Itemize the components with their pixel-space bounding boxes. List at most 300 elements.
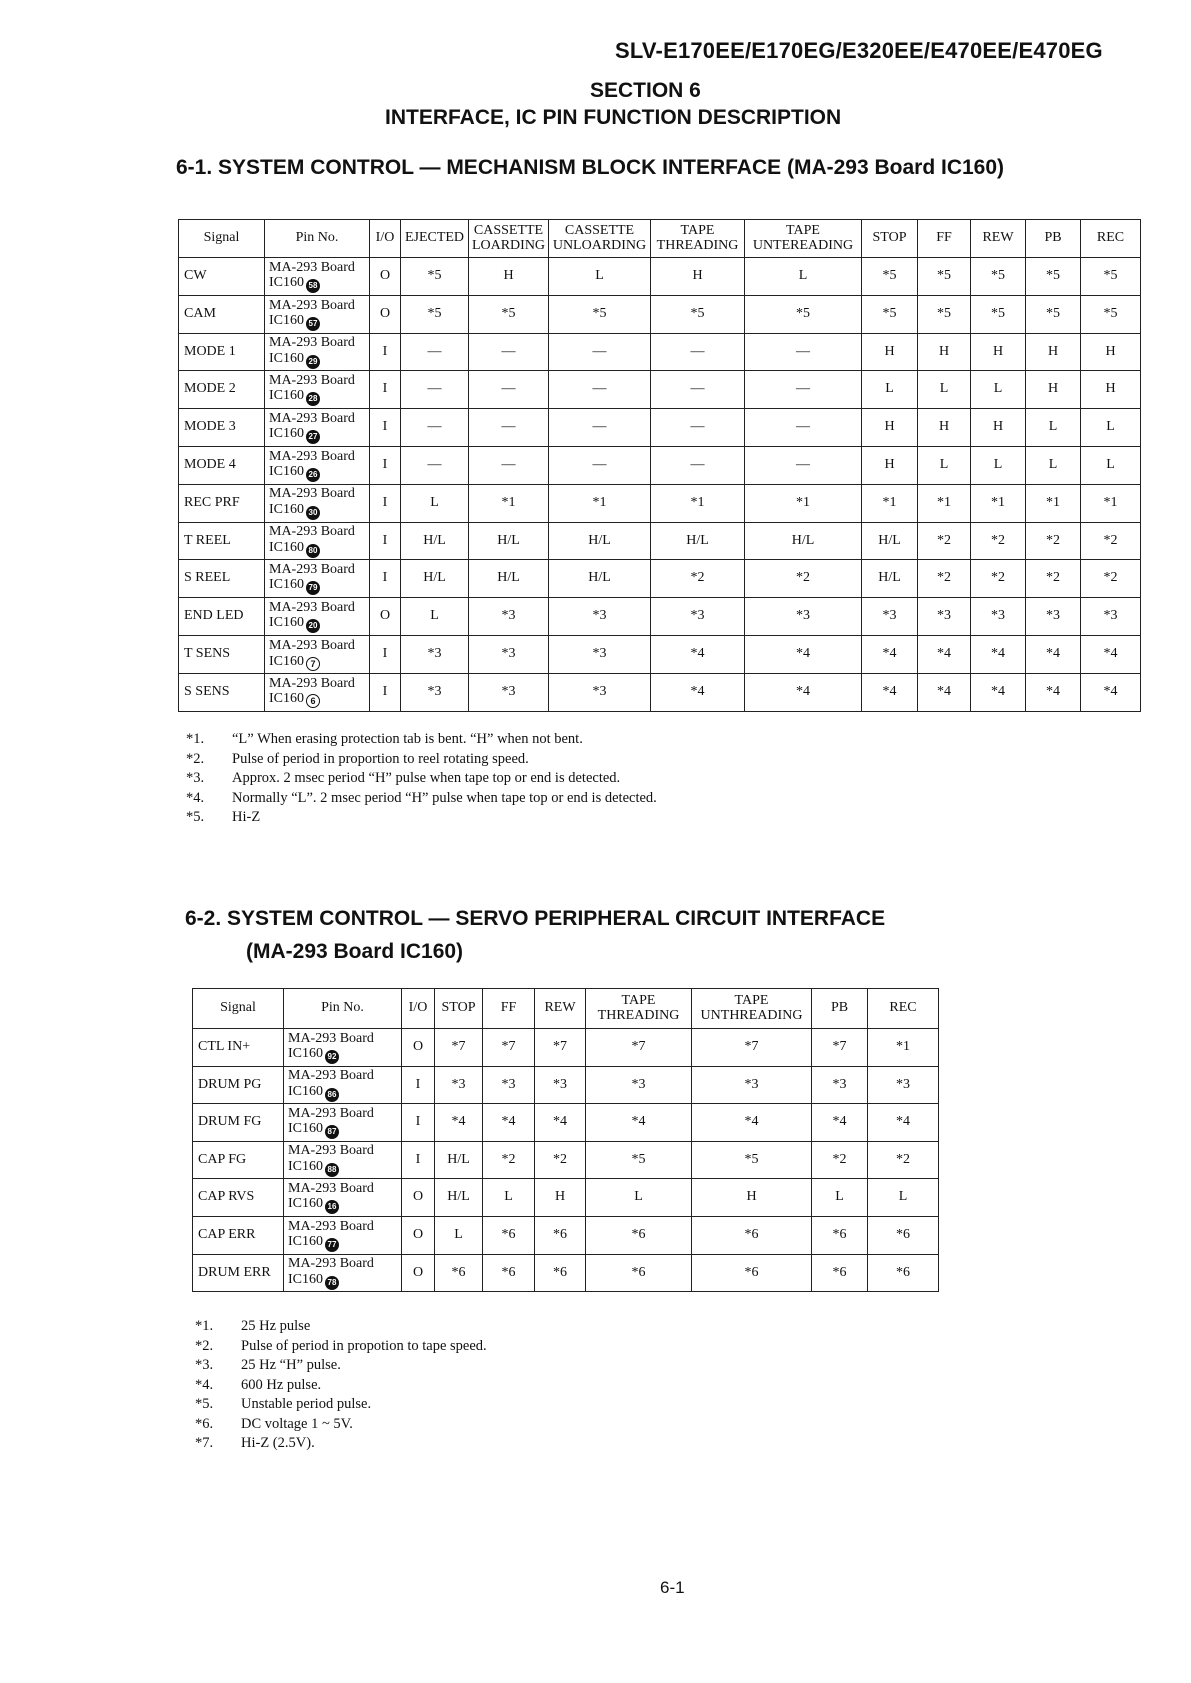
value-cell: *6 [586, 1216, 692, 1254]
pin-number-badge: 78 [325, 1276, 339, 1290]
value-cell: — [549, 371, 651, 409]
pin-number-badge: 79 [306, 581, 320, 595]
value-cell: — [401, 333, 469, 371]
signal-cell: MODE 2 [179, 371, 265, 409]
footnote-text: Hi-Z (2.5V). [241, 1435, 315, 1451]
pin-ic-line [269, 351, 367, 369]
value-cell: *3 [549, 635, 651, 673]
table-row [179, 295, 1141, 333]
value-cell: — [745, 371, 862, 409]
pin-number-badge: 29 [306, 355, 320, 369]
pin-cell [265, 635, 370, 673]
value-cell: *6 [868, 1216, 939, 1254]
pin-ic: IC160 [288, 1196, 323, 1212]
io-cell: I [370, 409, 401, 447]
table-row [179, 333, 1141, 371]
signal-cell: S REEL [179, 560, 265, 598]
footnote-text: Normally “L”. 2 msec period “H” pulse when tape top or end is detected. [232, 789, 657, 806]
value-cell: — [401, 371, 469, 409]
footnote [186, 769, 657, 789]
value-cell: *3 [745, 598, 862, 636]
pin-ic-line [269, 502, 367, 520]
value-cell: *7 [586, 1029, 692, 1067]
pin-board: MA-293 Board [269, 373, 355, 389]
value-cell: *4 [1081, 673, 1141, 711]
value-cell: H/L [435, 1141, 483, 1179]
column-header: TAPE THREADING [651, 220, 745, 258]
pin-ic: IC160 [288, 1158, 323, 1174]
value-cell: H [1026, 371, 1081, 409]
value-cell: *3 [549, 673, 651, 711]
pin-ic: IC160 [269, 691, 304, 707]
value-cell: H [971, 333, 1026, 371]
value-cell: — [745, 409, 862, 447]
pin-cell [265, 333, 370, 371]
value-cell: H/L [651, 522, 745, 560]
value-cell: *2 [971, 522, 1026, 560]
footnote [186, 789, 657, 809]
value-cell: *3 [651, 598, 745, 636]
value-cell: — [469, 446, 549, 484]
value-cell: *4 [971, 673, 1026, 711]
value-cell: *1 [469, 484, 549, 522]
value-cell: *1 [862, 484, 918, 522]
value-cell: *4 [918, 673, 971, 711]
pin-board: MA-293 Board [288, 1218, 374, 1234]
column-header: I/O [402, 989, 435, 1029]
table-row [193, 1216, 939, 1254]
pin-board: MA-293 Board [269, 335, 355, 351]
value-cell: *5 [1026, 258, 1081, 296]
io-cell: O [402, 1029, 435, 1067]
table-row [179, 484, 1141, 522]
pin-number-badge: 20 [306, 619, 320, 633]
column-header: FF [918, 220, 971, 258]
column-header: REC [1081, 220, 1141, 258]
column-header: STOP [862, 220, 918, 258]
signal-cell: MODE 1 [179, 333, 265, 371]
pin-number-badge: 16 [325, 1200, 339, 1214]
column-header: I/O [370, 220, 401, 258]
pin-cell [284, 1104, 402, 1142]
pin-board: MA-293 Board [288, 1105, 374, 1121]
pin-ic: IC160 [269, 388, 304, 404]
footnote-text: DC voltage 1 ~ 5V. [241, 1415, 353, 1432]
pin-number-badge: 80 [306, 544, 320, 558]
value-cell: *3 [1081, 598, 1141, 636]
pin-ic: IC160 [269, 653, 304, 669]
footnote [195, 1376, 487, 1396]
value-cell: — [549, 333, 651, 371]
value-cell: *1 [1026, 484, 1081, 522]
pin-ic: IC160 [288, 1045, 323, 1061]
value-cell: L [868, 1179, 939, 1217]
value-cell: *4 [745, 673, 862, 711]
pin-cell [284, 1216, 402, 1254]
value-cell: *5 [586, 1141, 692, 1179]
value-cell: H [1026, 333, 1081, 371]
value-cell: *3 [812, 1066, 868, 1104]
column-header: CASSETTE LOARDING [469, 220, 549, 258]
value-cell: *5 [918, 258, 971, 296]
io-cell: I [370, 484, 401, 522]
pin-ic: IC160 [269, 426, 304, 442]
value-cell: *4 [1026, 673, 1081, 711]
footnote-mark: *2. [195, 1337, 214, 1354]
io-cell: O [402, 1254, 435, 1292]
section-6-1-heading: 6-1. SYSTEM CONTROL — MECHANISM BLOCK INTERFACE (MA-293 Board IC160) [176, 156, 1005, 179]
value-cell: *3 [918, 598, 971, 636]
footnote-mark: *7. [195, 1435, 214, 1451]
value-cell: *6 [535, 1254, 586, 1292]
value-cell: — [745, 333, 862, 371]
pin-ic: IC160 [269, 539, 304, 555]
pin-cell [265, 446, 370, 484]
io-cell: O [370, 295, 401, 333]
table-row [193, 1179, 939, 1217]
pin-cell [265, 560, 370, 598]
table-row [193, 1066, 939, 1104]
value-cell: *6 [435, 1254, 483, 1292]
value-cell: L [918, 446, 971, 484]
column-header: TAPE THREADING [586, 989, 692, 1029]
value-cell: H [918, 333, 971, 371]
value-cell: — [401, 409, 469, 447]
pin-number-badge: 77 [325, 1238, 339, 1252]
value-cell: *4 [862, 635, 918, 673]
signal-cell: REC PRF [179, 484, 265, 522]
value-cell: L [586, 1179, 692, 1217]
value-cell: *2 [971, 560, 1026, 598]
value-cell: *4 [483, 1104, 535, 1142]
table-row [179, 522, 1141, 560]
footnote-mark: *5. [195, 1396, 214, 1412]
section-6-2-heading-subtitle: (MA-293 Board IC160) [246, 940, 464, 963]
pin-board: MA-293 Board [288, 1180, 374, 1196]
column-header: REW [535, 989, 586, 1029]
value-cell: *5 [1081, 258, 1141, 296]
pin-board: MA-293 Board [269, 524, 355, 540]
value-cell: H [1081, 333, 1141, 371]
footnote-mark: *1. [186, 731, 205, 747]
value-cell: *4 [862, 673, 918, 711]
value-cell: *2 [1081, 522, 1141, 560]
pin-ic-line [288, 1121, 399, 1139]
value-cell: — [549, 409, 651, 447]
section-6-2-heading: 6-2. SYSTEM CONTROL — SERVO PERIPHERAL CIRCUIT INTERFACE [185, 907, 886, 930]
pin-ic-line [288, 1272, 399, 1290]
value-cell: L [1026, 446, 1081, 484]
pin-cell [284, 1254, 402, 1292]
pin-board: MA-293 Board [288, 1256, 374, 1272]
value-cell: H/L [401, 522, 469, 560]
value-cell: *5 [971, 258, 1026, 296]
pin-board: MA-293 Board [269, 675, 355, 691]
signal-cell: DRUM PG [193, 1066, 284, 1104]
pin-cell [284, 1141, 402, 1179]
model-title: SLV-E170EE/E170EG/E320EE/E470EE/E470EG [615, 38, 1103, 63]
pin-cell [265, 484, 370, 522]
section-6-2-notes [195, 1317, 487, 1454]
value-cell: *4 [812, 1104, 868, 1142]
table-row [179, 560, 1141, 598]
footnote-mark: *2. [186, 750, 205, 767]
io-cell: I [402, 1104, 435, 1142]
footnote [195, 1337, 487, 1357]
value-cell: H/L [862, 560, 918, 598]
footnote-mark: *5. [186, 809, 205, 825]
pin-board: MA-293 Board [269, 259, 355, 275]
footnote-text: Hi-Z [232, 809, 261, 825]
io-cell: I [370, 522, 401, 560]
value-cell: H/L [435, 1179, 483, 1217]
value-cell: H/L [745, 522, 862, 560]
footnote-mark: *6. [195, 1415, 214, 1432]
pin-ic-line [288, 1159, 399, 1177]
value-cell: L [435, 1216, 483, 1254]
pin-ic: IC160 [269, 501, 304, 517]
value-cell: — [469, 333, 549, 371]
pin-ic-line [269, 426, 367, 444]
footnote-mark: *1. [195, 1318, 214, 1334]
value-cell: H [862, 409, 918, 447]
pin-number-badge: 7 [306, 657, 320, 671]
value-cell: H [692, 1179, 812, 1217]
column-header: Pin No. [265, 220, 370, 258]
pin-cell [265, 409, 370, 447]
pin-board: MA-293 Board [288, 1068, 374, 1084]
section-number: SECTION 6 [590, 79, 701, 102]
value-cell: — [651, 371, 745, 409]
signal-cell: DRUM ERR [193, 1254, 284, 1292]
footnote [186, 750, 657, 770]
value-cell: *6 [483, 1216, 535, 1254]
io-cell: O [402, 1179, 435, 1217]
value-cell: *1 [651, 484, 745, 522]
value-cell: *3 [586, 1066, 692, 1104]
value-cell: *6 [535, 1216, 586, 1254]
column-header: STOP [435, 989, 483, 1029]
value-cell: *5 [971, 295, 1026, 333]
value-cell: H [651, 258, 745, 296]
footnote-text: Pulse of period in proportion to reel rotating speed. [232, 750, 529, 767]
value-cell: *4 [586, 1104, 692, 1142]
signal-cell: T SENS [179, 635, 265, 673]
table-row [179, 371, 1141, 409]
value-cell: — [469, 409, 549, 447]
value-cell: *7 [692, 1029, 812, 1067]
value-cell: *6 [692, 1254, 812, 1292]
value-cell: L [971, 371, 1026, 409]
signal-cell: MODE 4 [179, 446, 265, 484]
pin-number-badge: 28 [306, 392, 320, 406]
pin-ic-line [288, 1196, 399, 1214]
value-cell: *1 [549, 484, 651, 522]
value-cell: *6 [868, 1254, 939, 1292]
value-cell: H [469, 258, 549, 296]
pin-ic: IC160 [269, 577, 304, 593]
value-cell: *4 [535, 1104, 586, 1142]
table-row [179, 258, 1141, 296]
value-cell: *5 [1026, 295, 1081, 333]
pin-cell [284, 1066, 402, 1104]
value-cell: *3 [401, 673, 469, 711]
page-number: 6-1 [660, 1578, 685, 1597]
pin-ic: IC160 [288, 1271, 323, 1287]
column-header: TAPE UNTEREADING [745, 220, 862, 258]
value-cell: *7 [812, 1029, 868, 1067]
value-cell: L [918, 371, 971, 409]
value-cell: *5 [401, 295, 469, 333]
value-cell: L [862, 371, 918, 409]
pin-number-badge: 27 [306, 430, 320, 444]
signal-cell: CAP FG [193, 1141, 284, 1179]
value-cell: *1 [1081, 484, 1141, 522]
value-cell: *3 [1026, 598, 1081, 636]
value-cell: *4 [692, 1104, 812, 1142]
pin-ic-line [269, 388, 367, 406]
pin-board: MA-293 Board [269, 562, 355, 578]
pin-board: MA-293 Board [269, 410, 355, 426]
value-cell: *4 [435, 1104, 483, 1142]
pin-ic-line [269, 615, 367, 633]
pin-ic-line [269, 313, 367, 331]
value-cell: L [1081, 446, 1141, 484]
value-cell: *1 [745, 484, 862, 522]
value-cell: *4 [971, 635, 1026, 673]
footnote-text: “L” When erasing protection tab is bent. “H” when not bent. [232, 731, 583, 747]
pin-cell [265, 371, 370, 409]
pin-ic-line [269, 691, 367, 708]
column-header: TAPE UNTHREADING [692, 989, 812, 1029]
servo-interface-table [192, 988, 939, 1292]
footnote-mark: *4. [186, 789, 205, 806]
pin-number-badge: 58 [306, 279, 320, 293]
pin-number-badge: 30 [306, 506, 320, 520]
value-cell: *4 [651, 635, 745, 673]
table-row [179, 409, 1141, 447]
column-header: Signal [179, 220, 265, 258]
footnote-text: Approx. 2 msec period “H” pulse when tape top or end is detected. [232, 770, 621, 786]
footnote [195, 1434, 487, 1454]
value-cell: *1 [918, 484, 971, 522]
column-header: REW [971, 220, 1026, 258]
value-cell: *6 [483, 1254, 535, 1292]
pin-ic-line [269, 275, 367, 293]
footnote [195, 1317, 487, 1337]
pin-number-badge: 6 [306, 694, 320, 708]
table-header-row [179, 220, 1141, 258]
io-cell: I [370, 635, 401, 673]
value-cell: L [971, 446, 1026, 484]
value-cell: L [745, 258, 862, 296]
column-header: PB [812, 989, 868, 1029]
value-cell: *5 [918, 295, 971, 333]
table-row [193, 1104, 939, 1142]
value-cell: *1 [868, 1029, 939, 1067]
table-row [179, 635, 1141, 673]
pin-ic-line [288, 1084, 399, 1102]
io-cell: I [370, 673, 401, 711]
footnote-mark: *3. [186, 770, 205, 786]
footnote [195, 1415, 487, 1435]
value-cell: *4 [745, 635, 862, 673]
io-cell: I [370, 560, 401, 598]
value-cell: H [1081, 371, 1141, 409]
value-cell: *3 [469, 673, 549, 711]
pin-board: MA-293 Board [288, 1143, 374, 1159]
value-cell: *2 [1081, 560, 1141, 598]
value-cell: *2 [1026, 560, 1081, 598]
pin-number-badge: 92 [325, 1050, 339, 1064]
pin-board: MA-293 Board [269, 297, 355, 313]
signal-cell: CW [179, 258, 265, 296]
value-cell: H/L [469, 560, 549, 598]
table-row [179, 598, 1141, 636]
value-cell: H [971, 409, 1026, 447]
io-cell: O [370, 258, 401, 296]
value-cell: *7 [483, 1029, 535, 1067]
value-cell: L [483, 1179, 535, 1217]
value-cell: *4 [918, 635, 971, 673]
value-cell: *3 [549, 598, 651, 636]
value-cell: — [469, 371, 549, 409]
value-cell: — [549, 446, 651, 484]
value-cell: L [549, 258, 651, 296]
value-cell: — [745, 446, 862, 484]
io-cell: O [402, 1216, 435, 1254]
signal-cell: END LED [179, 598, 265, 636]
column-header: FF [483, 989, 535, 1029]
pin-ic: IC160 [269, 615, 304, 631]
pin-cell [265, 598, 370, 636]
column-header: Signal [193, 989, 284, 1029]
signal-cell: DRUM FG [193, 1104, 284, 1142]
value-cell: *3 [971, 598, 1026, 636]
table-row [193, 1254, 939, 1292]
value-cell: *3 [862, 598, 918, 636]
signal-cell: T REEL [179, 522, 265, 560]
value-cell: L [1026, 409, 1081, 447]
footnote [186, 730, 657, 750]
table-header-row [193, 989, 939, 1029]
value-cell: *5 [745, 295, 862, 333]
footnote-mark: *3. [195, 1357, 214, 1373]
pin-board: MA-293 Board [269, 486, 355, 502]
value-cell: *3 [868, 1066, 939, 1104]
signal-cell: CAP RVS [193, 1179, 284, 1217]
table-row [179, 446, 1141, 484]
pin-board: MA-293 Board [269, 638, 355, 654]
value-cell: *4 [868, 1104, 939, 1142]
section-6-1-notes [186, 730, 657, 828]
pin-ic-line [269, 464, 367, 482]
value-cell: — [651, 333, 745, 371]
pin-ic-line [269, 577, 367, 595]
io-cell: I [402, 1141, 435, 1179]
pin-ic: IC160 [269, 350, 304, 366]
column-header: PB [1026, 220, 1081, 258]
table-row [179, 673, 1141, 711]
value-cell: *5 [469, 295, 549, 333]
pin-cell [284, 1179, 402, 1217]
pin-number-badge: 26 [306, 468, 320, 482]
value-cell: *2 [535, 1141, 586, 1179]
pin-board: MA-293 Board [269, 599, 355, 615]
value-cell: *5 [651, 295, 745, 333]
pin-ic-line [288, 1234, 399, 1252]
pin-number-badge: 88 [325, 1163, 339, 1177]
